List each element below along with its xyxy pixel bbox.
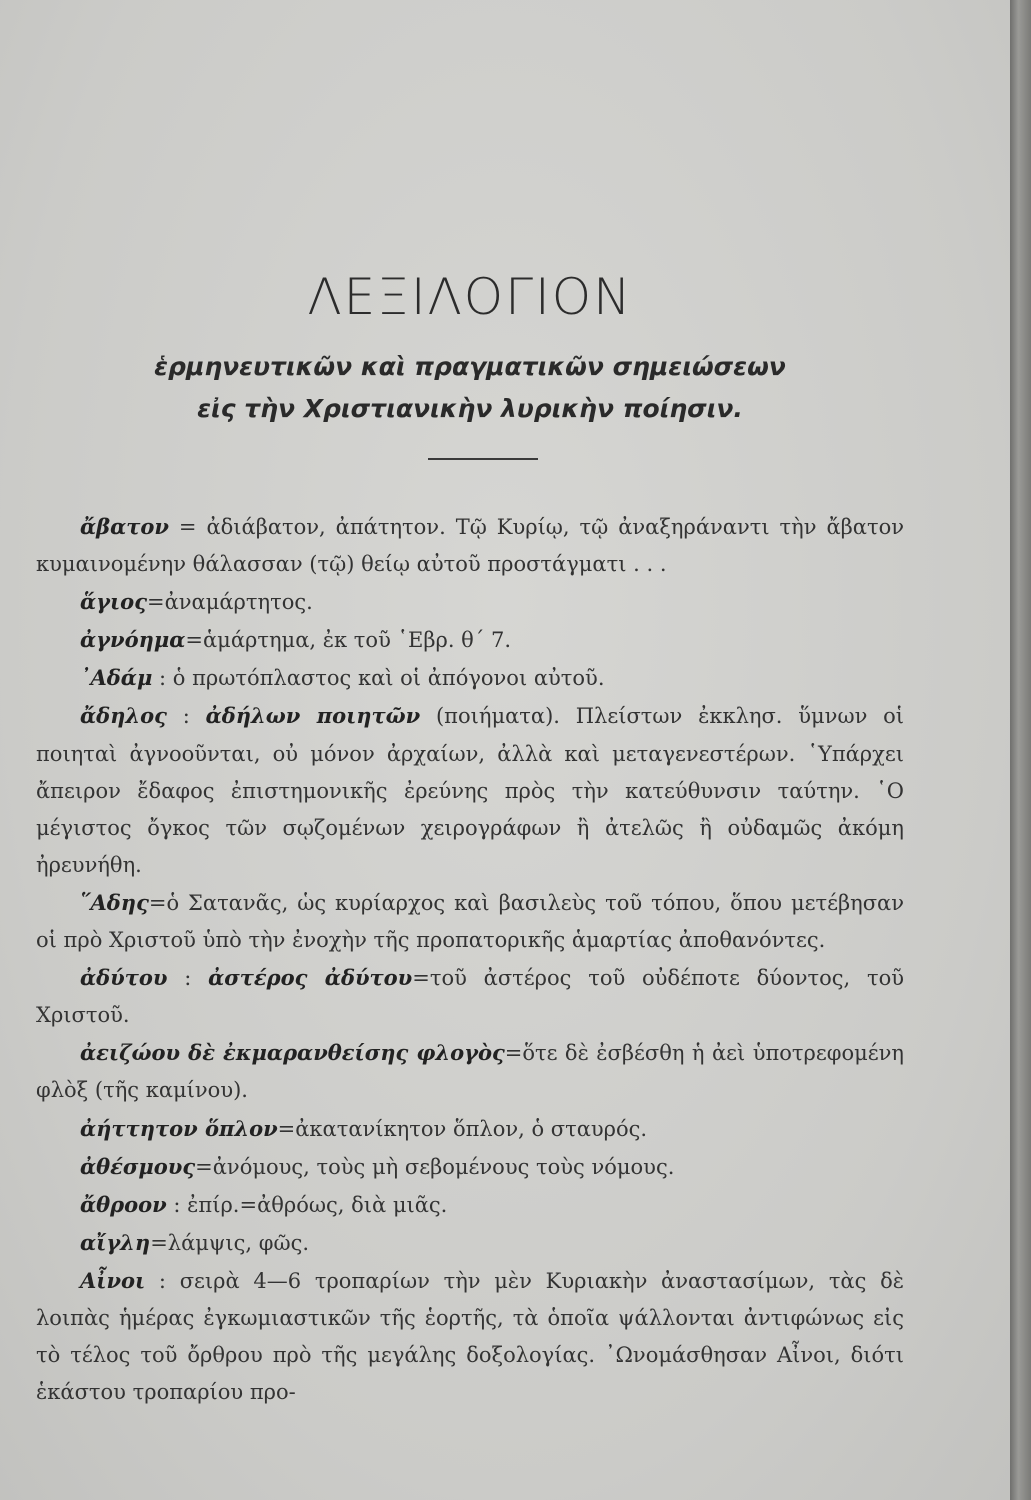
entry-term: ἄδηλος	[80, 703, 167, 729]
entry-definition: =ἀναμάρτητος.	[146, 590, 313, 615]
page-edge	[1010, 0, 1031, 1500]
glossary-entry	[36, 1034, 904, 1109]
glossary-entry	[36, 1110, 904, 1148]
entry-definition: :	[167, 966, 209, 991]
subtitle-line-1: ἑρμηνευτικῶν καὶ πραγματικῶν σημειώσεων	[154, 352, 786, 381]
entry-term: ἄβατον	[80, 514, 169, 539]
entry-term: Αἶνοι	[80, 1267, 146, 1293]
glossary-entry	[36, 959, 904, 1034]
entry-definition: : ὁ πρωτόπλαστος καὶ οἱ ἀπόγονοι αὐτοῦ.	[152, 666, 605, 691]
glossary-entry	[36, 508, 904, 583]
entry-definition: =ἀκατανίκητον ὅπλον, ὁ σταυρός.	[277, 1116, 648, 1141]
entry-definition: =ἁμάρτημα, ἐκ τοῦ ῾Εβρ. θ΄ 7.	[185, 628, 512, 653]
entry-definition: : σειρὰ 4—6 τροπαρίων τὴν μὲν Κυριακὴν ἀναστασίμων, τὰς δὲ λοιπὰς ἡμέρας ἐγκωμιαστικῶν τῆς ἑορτῆς, τὰ ὁποῖα ψάλλονται ἀντιφώνως εἰς τὸ τέλος τοῦ ὄρθρου πρὸ τῆς μεγάλης δοξολογίας. ᾿Ωνομάσθησαν Αἶνοι, διότι ἑκάστου τροπαρίου προ-	[36, 1268, 904, 1405]
entry-term: ἀήττητον ὅπλον	[80, 1115, 278, 1141]
entry-term: ᾿Αδάμ	[80, 665, 153, 691]
page-title: ΛΕΞΙΛΟΓΙΟΝ	[307, 268, 633, 326]
entry-term: ἅγιος	[80, 589, 147, 615]
glossary-entry	[36, 1186, 904, 1224]
glossary-entry	[36, 697, 904, 883]
glossary-entry	[36, 659, 904, 697]
glossary-entry	[36, 1262, 904, 1411]
entry-definition: :	[166, 704, 206, 729]
entry-subterm: ἀστέρος ἀδύτου	[208, 965, 413, 991]
entry-term: ἀθέσμους	[80, 1153, 196, 1179]
glossary-entry	[36, 1148, 904, 1186]
entry-definition-cont: =τοῦ ἀστέρος τοῦ οὐδέποτε δύοντος, τοῦ Χριστοῦ.	[36, 966, 904, 1028]
entry-definition: =λάμψις, φῶς.	[150, 1230, 309, 1255]
entry-term: ἀειζώου δὲ ἐκμαρανθείσης φλογὸς	[80, 1040, 505, 1066]
glossary-entry	[36, 1224, 904, 1262]
entry-term: ἀγνόημα	[80, 627, 186, 653]
glossary-entry	[36, 621, 904, 659]
entry-term: αἴγλη	[80, 1229, 151, 1255]
entry-term: ἀδύτου	[80, 965, 168, 991]
entry-definition: : ἐπίρ.=ἀθρόως, διὰ μιᾶς.	[166, 1192, 448, 1217]
entry-definition: =ὁ Σατανᾶς, ὡς κυρίαρχος καὶ βασιλεὺς τοῦ τόπου, ὅπου μετέβησαν οἱ πρὸ Χριστοῦ ὑπὸ τὴν ἐνοχὴν τῆς προπατορικῆς ἁμαρτίας ἀποθανόντες.	[36, 890, 904, 953]
glossary-body	[36, 508, 904, 1411]
entry-term: ῞Αδης	[80, 889, 149, 915]
entry-subterm: ἀδήλων ποιητῶν	[205, 703, 421, 729]
subtitle-line-2: εἰς τὴν Χριστιανικὴν λυρικὴν ποίησιν.	[197, 394, 743, 423]
entry-definition: =ἀνόμους, τοὺς μὴ σεβομένους τοὺς νόμους.	[195, 1154, 675, 1179]
entry-term: ἄθροον	[80, 1191, 167, 1217]
glossary-entry	[36, 583, 904, 621]
divider-rule	[428, 458, 538, 460]
glossary-entry	[36, 884, 904, 959]
entry-definition-cont: (ποιήματα). Πλείστων ἐκκλησ. ὕμνων οἱ ποιηταὶ ἀγνοοῦνται, οὐ μόνον ἀρχαίων, ἀλλὰ καὶ μεταγενεστέρων. ῾Υπάρχει ἄπειρον ἔδαφος ἐπιστημονικῆς ἐρεύνης πρὸς τὴν κατεύθυνσιν ταύτην. ῾Ο μέγιστος ὄγκος τῶν σῳζομένων χειρογράφων ἢ ἀτελῶς ἢ οὐδαμῶς ἀκόμη ἠρευνήθη.	[36, 704, 904, 877]
entry-definition: = ἀδιάβατον, ἀπάτητον. Τῷ Κυρίῳ, τῷ ἀναξηράναντι τὴν ἄβατον κυμαινομένην θάλασσαν (τῷ) θείῳ αὐτοῦ προστάγματι . . .	[36, 515, 904, 577]
entry-definition: =ὅτε δὲ ἐσβέσθη ἡ ἀεὶ ὑποτρεφομένη φλὸξ (τῆς καμίνου).	[36, 1041, 904, 1103]
